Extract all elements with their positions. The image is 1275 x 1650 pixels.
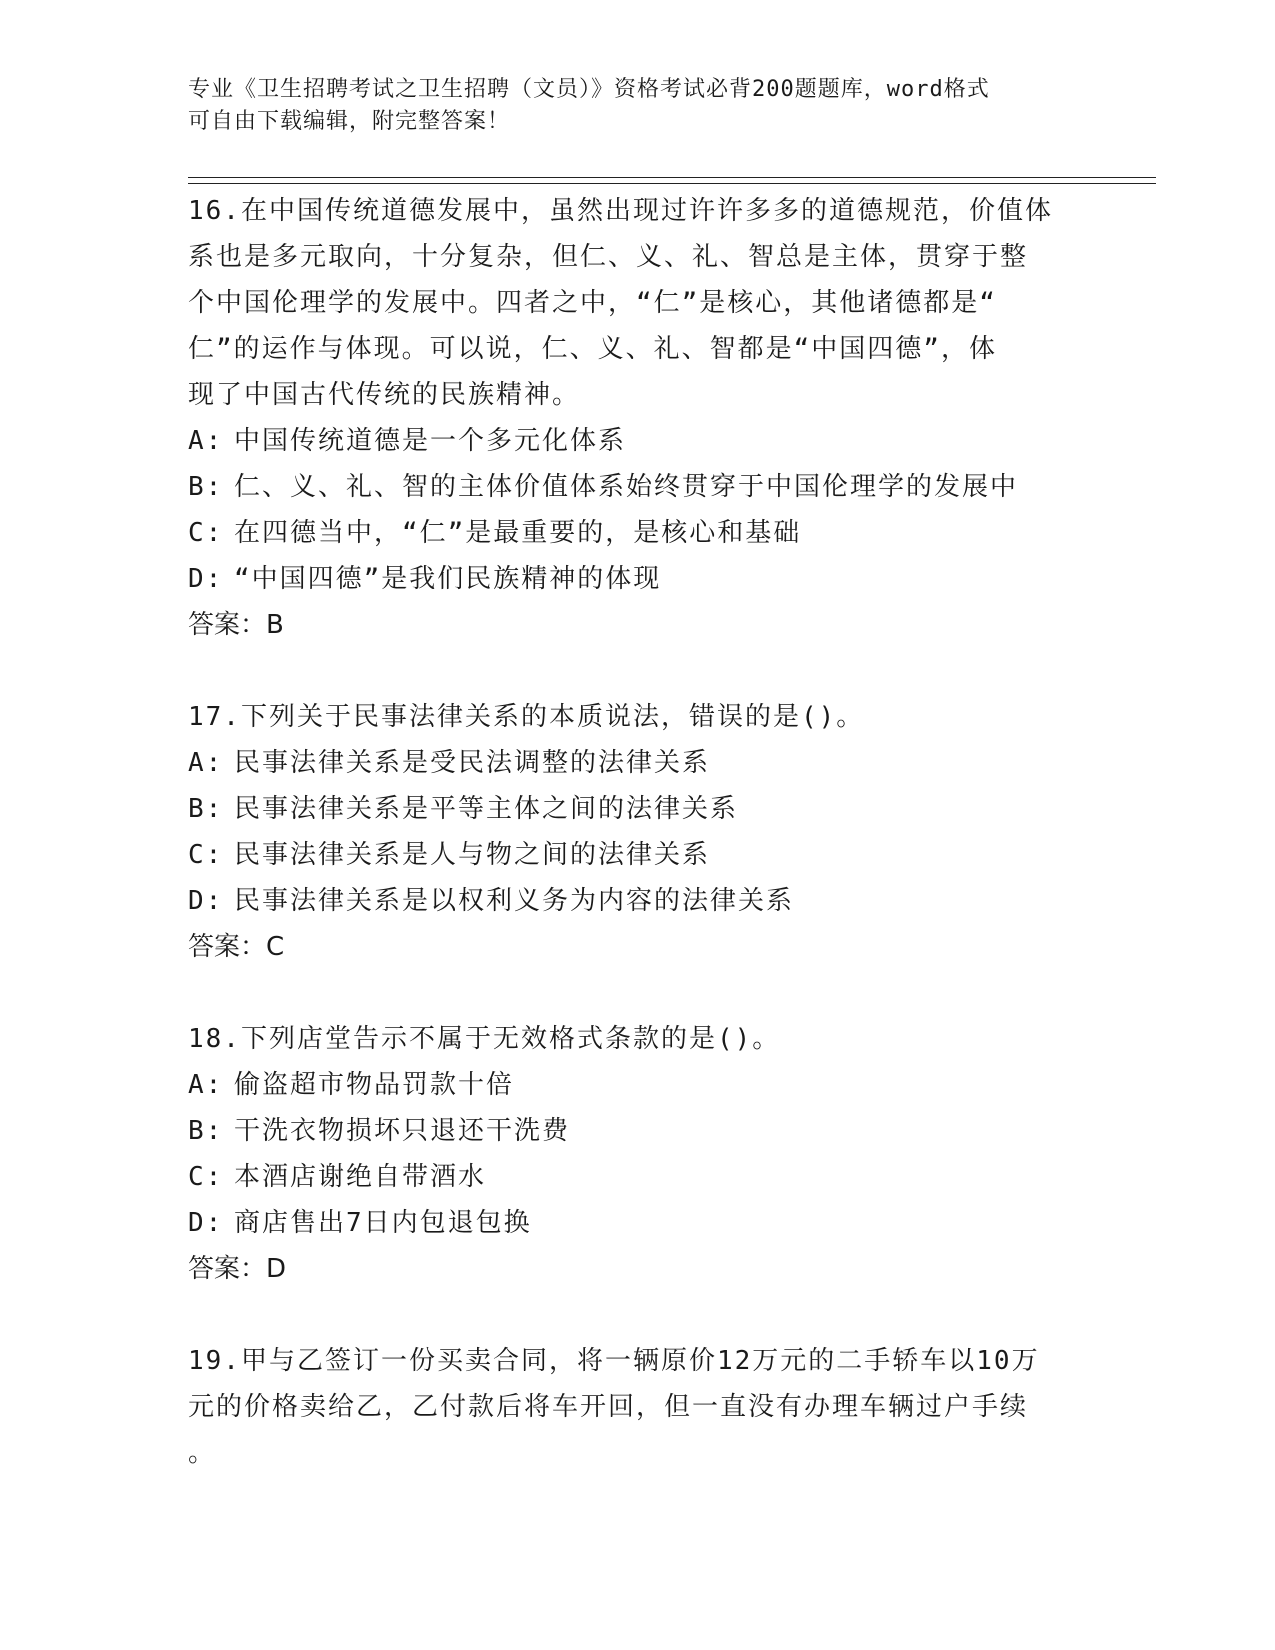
question-spacer — [188, 970, 1068, 1016]
question-stem-line: 元的价格卖给乙，乙付款后将车开回，但一直没有办理车辆过户手续 — [188, 1392, 1029, 1422]
option-d — [188, 1200, 1068, 1246]
option-c — [188, 510, 1068, 556]
option-a — [188, 740, 1068, 786]
option-b — [188, 786, 1068, 832]
option-letter: B: — [188, 1116, 224, 1146]
question-stem-line: 个中国伦理学的发展中。四者之中，“仁”是核心，其他诸德都是“ — [188, 288, 997, 318]
option-text: 民事法律关系是受民法调整的法律关系 — [234, 748, 711, 778]
header-divider-bottom — [188, 183, 1156, 184]
option-text: 在四德当中，“仁”是最重要的，是核心和基础 — [234, 518, 802, 548]
question-stem-line: 19.甲与乙签订一份买卖合同，将一辆原价12万元的二手轿车以10万 — [188, 1346, 1040, 1376]
document-header — [188, 74, 1068, 138]
question-stem-line: 18.下列店堂告示不属于无效格式条款的是()。 — [188, 1024, 781, 1054]
option-text: 商店售出7日内包退包换 — [234, 1208, 532, 1238]
option-text: 干洗衣物损坏只退还干洗费 — [234, 1116, 571, 1146]
option-c — [188, 1154, 1068, 1200]
option-text: 民事法律关系是人与物之间的法律关系 — [234, 840, 711, 870]
option-text: 仁、义、礼、智的主体价值体系始终贯穿于中国伦理学的发展中 — [234, 472, 1019, 502]
option-letter: C: — [188, 1162, 224, 1192]
answer-line: 答案：D — [188, 1254, 287, 1284]
header-divider-top — [188, 177, 1156, 178]
question-spacer — [188, 648, 1068, 694]
option-letter: C: — [188, 840, 224, 870]
question-stem-line: 仁”的运作与体现。可以说，仁、义、礼、智都是“中国四德”，体 — [188, 334, 997, 364]
option-text: 民事法律关系是平等主体之间的法律关系 — [234, 794, 739, 824]
question-17 — [188, 694, 1068, 970]
question-stem-line: 。 — [188, 1438, 217, 1468]
question-19 — [188, 1338, 1068, 1476]
option-letter: D: — [188, 886, 224, 916]
option-letter: C: — [188, 518, 224, 548]
header-line-2: 可自由下载编辑，附完整答案！ — [188, 109, 511, 134]
option-text: 本酒店谢绝自带酒水 — [234, 1162, 487, 1192]
option-text: “中国四德”是我们民族精神的体现 — [234, 564, 662, 594]
option-b — [188, 1108, 1068, 1154]
question-stem-line: 现了中国古代传统的民族精神。 — [188, 380, 581, 410]
question-stem-line: 系也是多元取向，十分复杂，但仁、义、礼、智总是主体，贯穿于整 — [188, 242, 1029, 272]
option-letter: B: — [188, 794, 224, 824]
option-letter: D: — [188, 564, 224, 594]
option-a — [188, 1062, 1068, 1108]
question-16 — [188, 188, 1068, 648]
question-18 — [188, 1016, 1068, 1292]
option-letter: A: — [188, 1070, 224, 1100]
header-line-1: 专业《卫生招聘考试之卫生招聘（文员）》资格考试必背200题题库，word格式 — [188, 77, 990, 102]
option-text: 民事法律关系是以权利义务为内容的法律关系 — [234, 886, 795, 916]
option-d — [188, 556, 1068, 602]
option-b — [188, 464, 1068, 510]
question-spacer — [188, 1292, 1068, 1338]
option-text: 中国传统道德是一个多元化体系 — [234, 426, 627, 456]
option-letter: B: — [188, 472, 224, 502]
option-c — [188, 832, 1068, 878]
question-list — [188, 188, 1068, 1476]
question-stem-line: 16.在中国传统道德发展中，虽然出现过许许多多的道德规范，价值体 — [188, 196, 1053, 226]
question-stem-line: 17.下列关于民事法律关系的本质说法，错误的是()。 — [188, 702, 865, 732]
answer-line: 答案：B — [188, 610, 284, 640]
option-text: 偷盗超市物品罚款十倍 — [234, 1070, 515, 1100]
answer-line: 答案：C — [188, 932, 285, 962]
option-letter: A: — [188, 426, 224, 456]
option-letter: A: — [188, 748, 224, 778]
option-d — [188, 878, 1068, 924]
option-a — [188, 418, 1068, 464]
option-letter: D: — [188, 1208, 224, 1238]
